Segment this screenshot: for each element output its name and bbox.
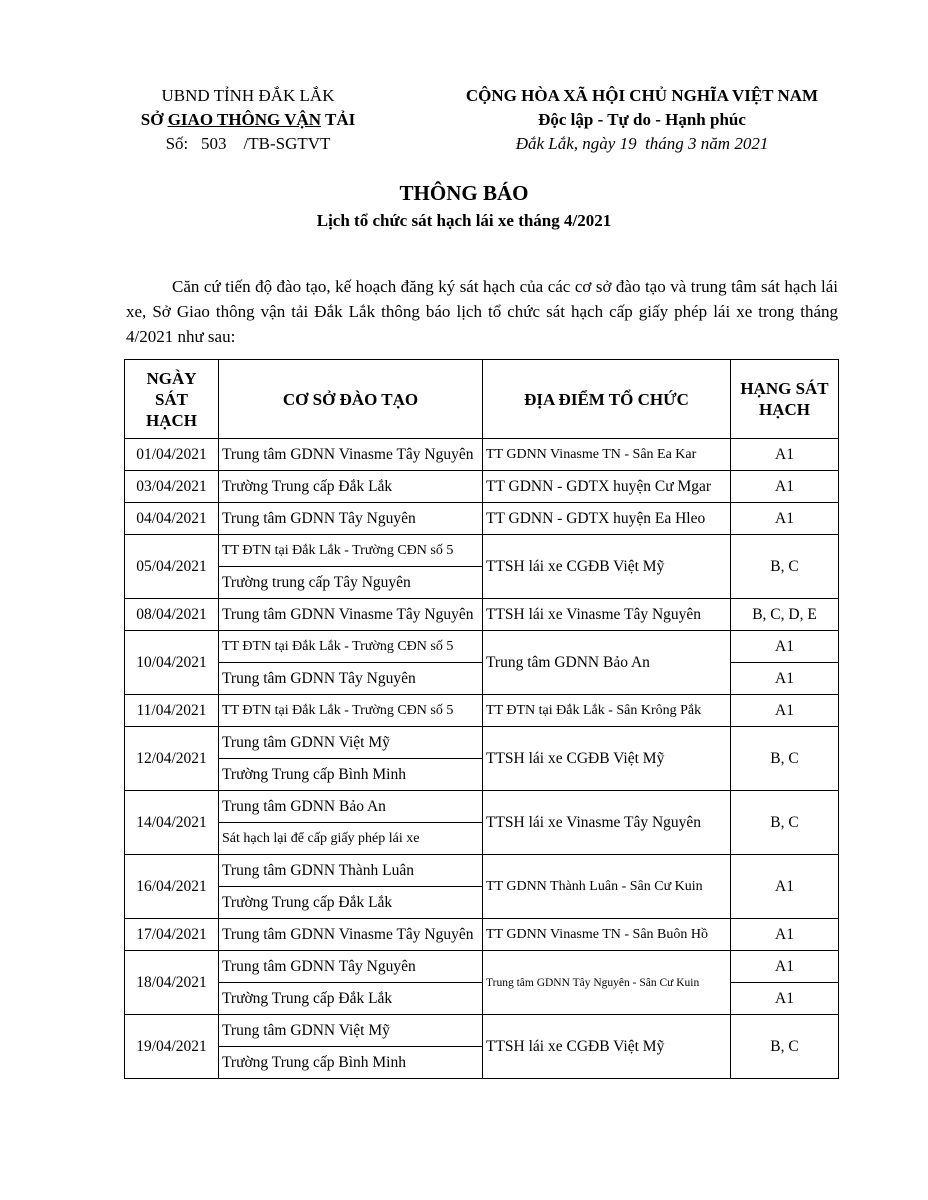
training-school-cell: Trường Trung cấp Đắk Lắk (219, 983, 483, 1015)
document-subtitle: Lịch tổ chức sát hạch lái xe tháng 4/2021 (316, 211, 612, 230)
training-school-cell: TT ĐTN tại Đắk Lắk - Trường CĐN số 5 (219, 695, 483, 727)
table-row (125, 1015, 839, 1047)
issuer-province: UBND TỈNH ĐẮK LẮK (161, 86, 335, 105)
training-school-cell: Trung tâm GDNN Thành Luân (219, 855, 483, 887)
exam-location-cell: TT GDNN Vinasme TN - Sân Buôn Hồ (483, 919, 731, 951)
license-class-cell: A1 (731, 855, 839, 919)
exam-date-cell: 17/04/2021 (125, 919, 219, 951)
intro-paragraph: Căn cứ tiến độ đào tạo, kế hoạch đăng ký sát hạch của các cơ sở đào tạo và trung tâm sát hạch lái xe, Sở Giao thông vận tải Đắk Lắk thông báo lịch tổ chức sát hạch cấp giấy phép lái xe trong tháng 4/2021 như sau: (126, 277, 838, 346)
table-row (125, 599, 839, 631)
table-row (125, 663, 839, 695)
header-class: HẠNG SÁT HẠCH (731, 360, 839, 439)
training-school-cell: Trung tâm GDNN Bảo An (219, 791, 483, 823)
license-class-cell: B, C (731, 1015, 839, 1079)
table-row (125, 791, 839, 823)
exam-date-cell: 01/04/2021 (125, 439, 219, 471)
table-row (125, 471, 839, 503)
license-class-cell: B, C (731, 791, 839, 855)
table-row (125, 695, 839, 727)
exam-date-cell: 03/04/2021 (125, 471, 219, 503)
document-number: Số: 503 /TB-SGTVT (165, 134, 331, 153)
table-row (125, 503, 839, 535)
exam-location-cell: TT GDNN Thành Luân - Sân Cư Kuin (483, 855, 731, 919)
exam-location-cell: TTSH lái xe CGĐB Việt Mỹ (483, 727, 731, 791)
license-class-cell: B, C, D, E (731, 599, 839, 631)
issue-date: Đắk Lắk, ngày 19 tháng 3 năm 2021 (515, 134, 769, 153)
exam-date-cell: 12/04/2021 (125, 727, 219, 791)
exam-location-cell: TTSH lái xe CGĐB Việt Mỹ (483, 535, 731, 599)
training-school-cell: Sát hạch lại để cấp giấy phép lái xe (219, 823, 483, 855)
training-school-cell: Trường trung cấp Tây Nguyên (219, 567, 483, 599)
exam-date-cell: 16/04/2021 (125, 855, 219, 919)
training-school-cell: Trường Trung cấp Đắk Lắk (219, 887, 483, 919)
exam-date-cell: 11/04/2021 (125, 695, 219, 727)
table-row (125, 535, 839, 567)
header-place: ĐỊA ĐIỂM TỔ CHỨC (483, 360, 731, 439)
exam-location-cell: TTSH lái xe Vinasme Tây Nguyên (483, 791, 731, 855)
schedule-table (124, 359, 839, 1079)
exam-location-cell: TT ĐTN tại Đắk Lắk - Sân Krông Pắk (483, 695, 731, 727)
exam-location-cell: Trung tâm GDNN Bảo An (483, 631, 731, 695)
exam-location-cell: TTSH lái xe Vinasme Tây Nguyên (483, 599, 731, 631)
exam-location-cell: TTSH lái xe CGĐB Việt Mỹ (483, 1015, 731, 1079)
training-school-cell: Trung tâm GDNN Việt Mỹ (219, 727, 483, 759)
national-motto-block (432, 84, 852, 156)
document-title: THÔNG BÁO (399, 181, 529, 205)
license-class-cell: A1 (731, 439, 839, 471)
header-date: NGÀY SÁT HẠCH (125, 360, 219, 439)
license-class-cell: A1 (731, 919, 839, 951)
exam-date-cell: 19/04/2021 (125, 1015, 219, 1079)
training-school-cell: TT ĐTN tại Đắk Lắk - Trường CĐN số 5 (219, 631, 483, 663)
table-row (125, 983, 839, 1015)
exam-location-cell: TT GDNN - GDTX huyện Ea Hleo (483, 503, 731, 535)
training-school-cell: Trung tâm GDNN Tây Nguyên (219, 503, 483, 535)
table-header-row (125, 360, 839, 439)
table-row (125, 727, 839, 759)
license-class-cell: B, C (731, 727, 839, 791)
exam-location-cell: TT GDNN Vinasme TN - Sân Ea Kar (483, 439, 731, 471)
training-school-cell: Trung tâm GDNN Tây Nguyên (219, 663, 483, 695)
exam-location-cell: TT GDNN - GDTX huyện Cư Mgar (483, 471, 731, 503)
exam-date-cell: 18/04/2021 (125, 951, 219, 1015)
exam-date-cell: 10/04/2021 (125, 631, 219, 695)
table-row (125, 919, 839, 951)
training-school-cell: Trường Trung cấp Bình Minh (219, 1047, 483, 1079)
exam-date-cell: 05/04/2021 (125, 535, 219, 599)
license-class-cell: A1 (731, 471, 839, 503)
table-row (125, 439, 839, 471)
exam-location-cell: Trung tâm GDNN Tây Nguyên - Sân Cư Kuin (483, 951, 731, 1015)
schedule-body (125, 439, 839, 1079)
national-motto: Độc lập - Tự do - Hạnh phúc (538, 110, 746, 129)
license-class-cell: B, C (731, 535, 839, 599)
training-school-cell: Trung tâm GDNN Vinasme Tây Nguyên (219, 919, 483, 951)
license-class-cell: A1 (731, 663, 839, 695)
training-school-cell: Trung tâm GDNN Vinasme Tây Nguyên (219, 599, 483, 631)
training-school-cell: TT ĐTN tại Đắk Lắk - Trường CĐN số 5 (219, 535, 483, 567)
training-school-cell: Trung tâm GDNN Việt Mỹ (219, 1015, 483, 1047)
exam-date-cell: 04/04/2021 (125, 503, 219, 535)
issuer-block (118, 84, 378, 156)
license-class-cell: A1 (731, 951, 839, 983)
table-row (125, 631, 839, 663)
training-school-cell: Trung tâm GDNN Vinasme Tây Nguyên (219, 439, 483, 471)
training-school-cell: Trường Trung cấp Bình Minh (219, 759, 483, 791)
table-row (125, 855, 839, 887)
license-class-cell: A1 (731, 503, 839, 535)
license-class-cell: A1 (731, 695, 839, 727)
country-name: CỘNG HÒA XÃ HỘI CHỦ NGHĨA VIỆT NAM (465, 86, 819, 105)
training-school-cell: Trường Trung cấp Đắk Lắk (219, 471, 483, 503)
exam-date-cell: 14/04/2021 (125, 791, 219, 855)
exam-date-cell: 08/04/2021 (125, 599, 219, 631)
training-school-cell: Trung tâm GDNN Tây Nguyên (219, 951, 483, 983)
license-class-cell: A1 (731, 631, 839, 663)
table-row (125, 951, 839, 983)
issuer-department: SỞ GIAO THÔNG VẬN TẢI (140, 110, 356, 129)
header-school: CƠ SỞ ĐÀO TẠO (219, 360, 483, 439)
license-class-cell: A1 (731, 983, 839, 1015)
